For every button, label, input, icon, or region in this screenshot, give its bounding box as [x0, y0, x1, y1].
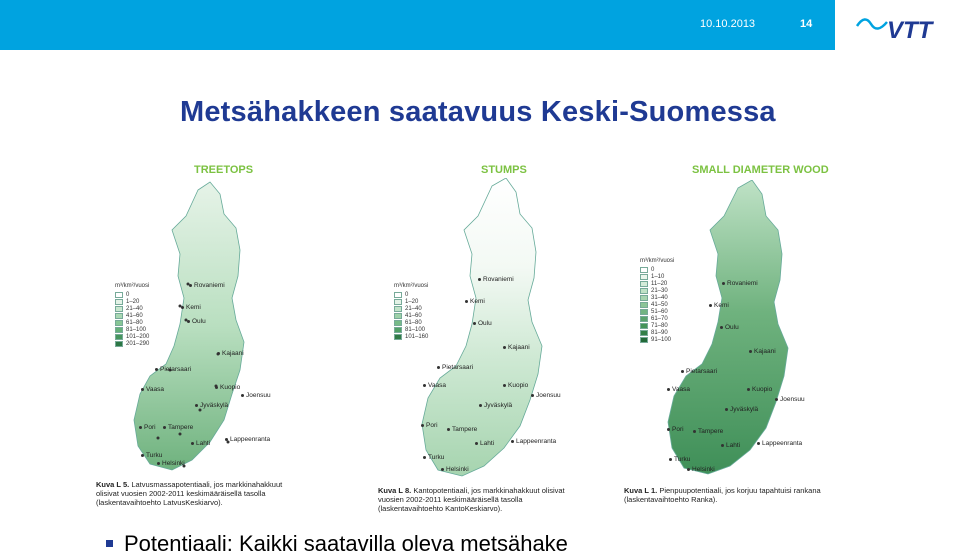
city-label: Kemi	[714, 302, 729, 309]
caption-text: Pienpuupotentiaali, jos korjuu tapahtuisi rankana (laskentavaihtoehto Ranka).	[624, 486, 821, 504]
legend-label: 61–80	[126, 319, 143, 326]
legend-label: 0	[651, 266, 655, 273]
legend-swatch	[640, 295, 648, 301]
legend-label: 101–200	[126, 333, 150, 340]
city-label: Pietarsaari	[442, 364, 474, 371]
city-label: Vaasa	[428, 382, 446, 389]
legend-label: 51–60	[651, 308, 668, 315]
legend-swatch	[640, 316, 648, 322]
legend-title: m³/km²/vuosi	[394, 283, 429, 289]
legend-label: 21–40	[405, 305, 422, 312]
legend-label: 41–60	[405, 312, 422, 319]
legend-label: 91–100	[651, 336, 672, 343]
city-label: Lahti	[726, 442, 741, 449]
city-label: Pietarsaari	[160, 366, 192, 373]
legend-swatch	[115, 313, 123, 319]
legend-swatch	[115, 341, 123, 347]
city-label: Jyväskylä	[730, 406, 759, 413]
caption-small-diameter-wood	[624, 486, 830, 504]
slide-number: 14	[800, 18, 813, 30]
vtt-logo	[835, 0, 960, 50]
city-label: Helsinki	[446, 466, 469, 473]
legend-label: 81–100	[405, 326, 426, 333]
legend-swatch	[115, 327, 123, 333]
city-label: Turku	[674, 456, 691, 463]
legend-label: 81–90	[651, 329, 668, 336]
city-label: Kuopio	[220, 384, 241, 391]
legend-label: 31–40	[651, 294, 668, 301]
city-label: Lahti	[480, 440, 495, 447]
city-label: Vaasa	[672, 386, 690, 393]
legend-label: 0	[405, 291, 409, 298]
city-label: Tampere	[452, 426, 478, 433]
legend-swatch	[115, 334, 123, 340]
legend-swatch	[640, 274, 648, 280]
city-label: Kajaani	[508, 344, 530, 351]
city-label: Rovaniemi	[483, 276, 514, 283]
legend-swatch	[640, 330, 648, 336]
legend-swatch	[640, 337, 648, 343]
stumps-map	[414, 178, 562, 478]
city-label: Kuopio	[752, 386, 773, 393]
city-label: Lappeenranta	[516, 438, 557, 445]
legend-label: 1–20	[126, 298, 140, 305]
city-label: Kemi	[470, 298, 485, 305]
legend-label: 61–80	[405, 319, 422, 326]
panel-title-stumps: STUMPS	[481, 164, 527, 176]
city-label: Jyväskylä	[200, 402, 229, 409]
slide-date: 10.10.2013	[700, 18, 756, 30]
legend-swatch	[115, 306, 123, 312]
city-label: Rovaniemi	[727, 280, 758, 287]
legend-treetops	[115, 283, 149, 347]
city-label: Kajaani	[222, 350, 244, 357]
legend-swatch	[640, 288, 648, 294]
legend-label: 0	[126, 291, 130, 298]
legend-label: 1–20	[405, 298, 419, 305]
city-label: Lappeenranta	[762, 440, 803, 447]
legend-swatch	[640, 281, 648, 287]
legend-swatch	[394, 320, 402, 326]
city-label: Joensuu	[536, 392, 561, 399]
city-label: Oulu	[192, 318, 206, 325]
caption-treetops	[96, 480, 296, 507]
legend-label: 21–30	[651, 287, 668, 294]
city-label: Kemi	[186, 304, 201, 311]
legend-swatch	[394, 292, 402, 298]
city-label: Helsinki	[692, 466, 715, 473]
city-label: Oulu	[725, 324, 739, 331]
city-label: Lappeenranta	[230, 436, 271, 443]
legend-swatch	[115, 299, 123, 305]
logo-text: VTT	[887, 17, 933, 44]
legend-label: 41–50	[651, 301, 668, 308]
legend-label: 41–60	[126, 312, 143, 319]
panel-title-small-diameter-wood: SMALL DIAMETER WOOD	[692, 164, 829, 176]
vtt-logo-icon	[835, 0, 960, 50]
caption-label: Kuva L 8.	[378, 486, 412, 495]
caption-text: Latvusmassapotentiaali, jos markkinahakkuut olisivat vuosien 2002-2011 keskimääräisellä tasolla (laskentavaihtoehto LatvusKeskiarvo).	[96, 480, 283, 507]
legend-swatch	[640, 323, 648, 329]
city-label: Pori	[426, 422, 438, 429]
legend-swatch	[394, 313, 402, 319]
legend-title: m³/km²/vuosi	[640, 258, 675, 264]
city-label: Vaasa	[146, 386, 164, 393]
panel-title-treetops: TREETOPS	[194, 164, 254, 176]
city-label: Joensuu	[246, 392, 271, 399]
city-label: Jyväskylä	[484, 402, 513, 409]
bullet-square-icon	[106, 540, 113, 547]
legend-swatch	[640, 267, 648, 273]
caption-label: Kuva L 1.	[624, 486, 658, 495]
legend-label: 61–70	[651, 315, 668, 322]
city-label: Pori	[672, 426, 684, 433]
legend-swatch	[394, 334, 402, 340]
city-label: Pori	[144, 424, 156, 431]
legend-label: 81–100	[126, 326, 147, 333]
legend-label: 201–290	[126, 340, 150, 347]
legend-small-diameter-wood	[640, 258, 674, 343]
city-label: Tampere	[168, 424, 194, 431]
caption-text: Kantopotentiaali, jos markkinahakkuut olisivat vuosien 2002-2011 keskimääräisellä tasolla (laskentavaihtoehto KantoKeskiarvo).	[378, 486, 565, 513]
legend-label: 11–20	[651, 280, 668, 287]
city-label: Lahti	[196, 440, 211, 447]
legend-swatch	[394, 327, 402, 333]
city-label: Kajaani	[754, 348, 776, 355]
page-title: Metsähakkeen saatavuus Keski-Suomessa	[180, 96, 776, 128]
city-label: Kuopio	[508, 382, 529, 389]
legend-stumps	[394, 283, 428, 340]
legend-swatch	[640, 309, 648, 315]
caption-label: Kuva L 5.	[96, 480, 130, 489]
legend-label: 71–80	[651, 322, 668, 329]
city-label: Turku	[146, 452, 163, 459]
city-label: Helsinki	[162, 460, 185, 467]
city-label: Turku	[428, 454, 445, 461]
bullet-text: Potentiaali: Kaikki saatavilla oleva metsähake	[124, 531, 568, 554]
legend-swatch	[640, 302, 648, 308]
legend-swatch	[394, 306, 402, 312]
city-label: Oulu	[478, 320, 492, 327]
legend-label: 1–10	[651, 273, 665, 280]
header-bar	[0, 0, 960, 56]
legend-swatch	[394, 299, 402, 305]
legend-label: 21–40	[126, 305, 143, 312]
caption-stumps	[378, 486, 588, 513]
legend-label: 101–160	[405, 333, 429, 340]
city-label: Joensuu	[780, 396, 805, 403]
city-label: Rovaniemi	[194, 282, 225, 289]
city-label: Pietarsaari	[686, 368, 718, 375]
legend-swatch	[115, 320, 123, 326]
city-label: Tampere	[698, 428, 724, 435]
legend-swatch	[115, 292, 123, 298]
legend-title: m³/km²/vuosi	[115, 283, 150, 289]
